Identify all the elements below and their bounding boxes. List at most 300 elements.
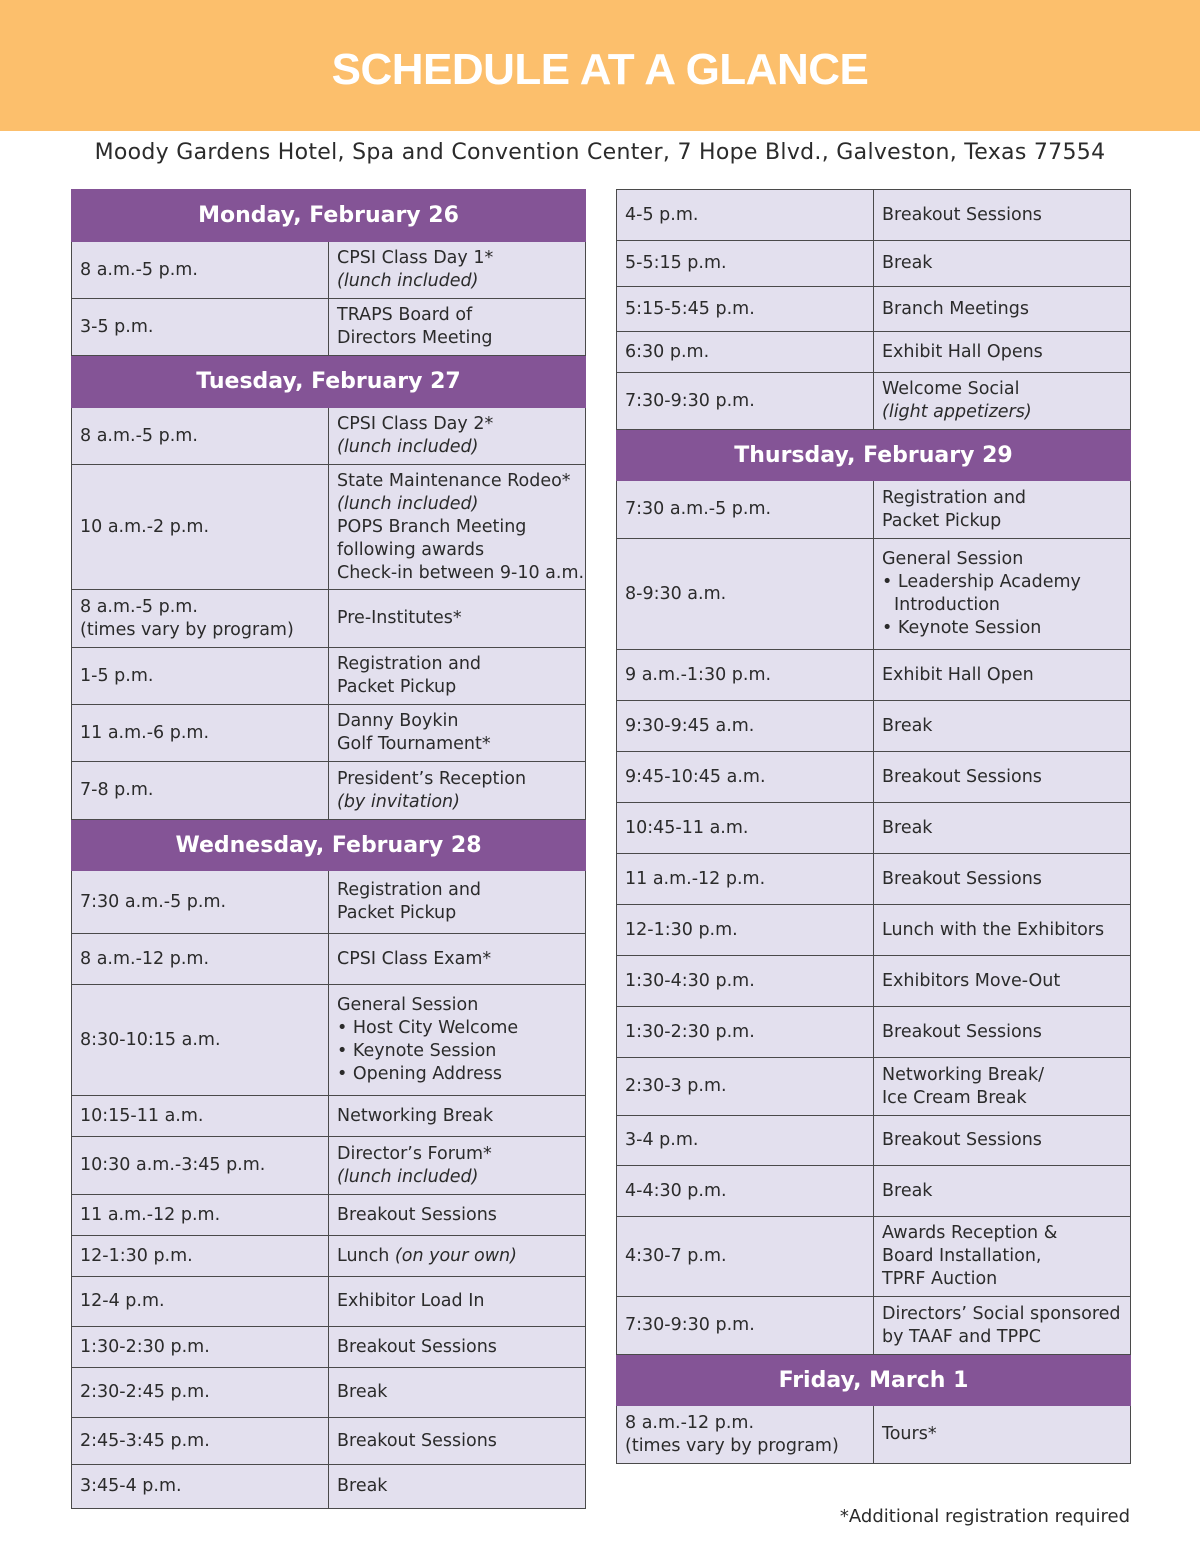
event-line — [882, 594, 1122, 617]
event-text: Networking Break/ — [882, 1064, 1045, 1085]
event-line — [337, 1245, 577, 1268]
time-cell — [617, 803, 874, 854]
time-line: 12-4 p.m. — [80, 1291, 165, 1311]
time-line: 8:30-10:15 a.m. — [80, 1029, 221, 1050]
time-cell — [617, 241, 874, 287]
event-text: TRAPS Board of — [337, 305, 473, 325]
time-line: 10 a.m.-2 p.m. — [80, 516, 210, 537]
event-cell — [874, 481, 1131, 539]
event-cell — [329, 299, 586, 356]
schedule-row — [617, 1406, 1131, 1464]
schedule-row — [617, 287, 1131, 332]
schedule-row — [617, 905, 1131, 956]
event-text: Breakout Sessions — [882, 1021, 1042, 1042]
event-cell — [874, 905, 1131, 956]
event-cell — [329, 590, 586, 648]
event-text: Exhibitors Move-Out — [882, 970, 1061, 991]
event-text: Break — [337, 1476, 388, 1496]
event-text: Networking Break — [337, 1105, 494, 1126]
event-cell — [874, 956, 1131, 1007]
event-line — [882, 817, 1122, 840]
time-cell — [617, 1166, 874, 1217]
event-line — [337, 994, 577, 1017]
event-text: • Host City Welcome — [337, 1018, 519, 1038]
event-cell — [329, 1137, 586, 1195]
time-line: 12-1:30 p.m. — [625, 919, 738, 940]
event-cell — [329, 465, 586, 590]
schedule-row — [72, 985, 586, 1096]
time-line: 8 a.m.-5 p.m. — [80, 596, 198, 617]
event-line — [337, 247, 577, 270]
event-cell — [874, 803, 1131, 854]
event-text: General Session — [337, 995, 479, 1015]
event-text: Packet Pickup — [337, 903, 457, 923]
time-line: 3:45-4 p.m. — [80, 1476, 182, 1496]
event-line — [337, 436, 577, 459]
event-line — [337, 327, 577, 350]
time-line: 8-9:30 a.m. — [625, 583, 727, 604]
day-header: Wednesday, February 28 — [72, 820, 586, 871]
event-cell — [874, 539, 1131, 650]
event-line — [882, 1087, 1122, 1110]
time-line: 10:45-11 a.m. — [625, 817, 749, 838]
schedule-row — [72, 648, 586, 705]
event-line — [882, 487, 1122, 510]
event-text: Awards Reception & — [882, 1223, 1058, 1243]
schedule-row — [617, 539, 1131, 650]
day-header-row — [72, 356, 586, 408]
event-cell — [329, 1465, 586, 1509]
time-line: 9:30-9:45 a.m. — [625, 715, 755, 736]
time-line: 12-1:30 p.m. — [80, 1245, 193, 1266]
schedule-table-left — [71, 189, 586, 1509]
schedule-column-right — [616, 189, 1131, 1464]
event-text: • Keynote Session — [337, 1041, 497, 1061]
event-cell — [329, 1236, 586, 1277]
day-header: Tuesday, February 27 — [72, 356, 586, 408]
event-cell — [874, 1166, 1131, 1217]
schedule-row — [72, 871, 586, 934]
day-header-row — [617, 1355, 1131, 1406]
time-cell — [617, 287, 874, 332]
time-line: 8 a.m.-12 p.m. — [625, 1412, 755, 1433]
event-text: TPRF Auction — [882, 1269, 998, 1289]
event-text: (light appetizers) — [882, 402, 1032, 422]
event-text: Breakout Sessions — [882, 1130, 1042, 1150]
time-cell — [617, 752, 874, 803]
event-line — [337, 653, 577, 676]
schedule-row — [617, 332, 1131, 373]
event-line — [882, 1268, 1122, 1291]
event-line — [882, 510, 1122, 533]
event-cell — [874, 287, 1131, 332]
time-line: 4-5 p.m. — [625, 204, 699, 225]
event-line — [337, 768, 577, 791]
time-cell — [72, 1327, 329, 1368]
time-cell — [72, 590, 329, 648]
event-text: Registration and — [337, 654, 482, 674]
event-line — [882, 617, 1122, 640]
event-text: Lunch with the Exhibitors — [882, 919, 1105, 940]
time-line: 1:30-2:30 p.m. — [625, 1021, 755, 1042]
time-cell — [617, 905, 874, 956]
event-text: Break — [882, 715, 933, 736]
time-line: 6:30 p.m. — [625, 341, 710, 362]
schedule-row — [617, 481, 1131, 539]
event-note: (on your own) — [394, 1245, 517, 1266]
day-header: Thursday, February 29 — [617, 430, 1131, 481]
time-line: 7:30-9:30 p.m. — [625, 1315, 755, 1335]
time-cell — [72, 1195, 329, 1236]
schedule-row — [617, 650, 1131, 701]
event-text: • Leadership Academy — [882, 572, 1081, 592]
event-cell — [874, 1217, 1131, 1297]
event-text: Pre-Institutes* — [337, 608, 462, 628]
schedule-row — [617, 752, 1131, 803]
event-line — [882, 868, 1122, 891]
event-line — [337, 948, 577, 971]
event-text: State Maintenance Rodeo* — [337, 470, 571, 491]
time-cell — [72, 1465, 329, 1509]
schedule-row — [617, 803, 1131, 854]
time-line: 10:30 a.m.-3:45 p.m. — [80, 1155, 266, 1175]
schedule-row — [617, 1297, 1131, 1355]
event-cell — [874, 650, 1131, 701]
event-text: Ice Cream Break — [882, 1087, 1027, 1108]
time-line: 5:15-5:45 p.m. — [625, 298, 755, 319]
schedule-row — [72, 1137, 586, 1195]
event-line — [882, 715, 1122, 738]
event-text: Golf Tournament* — [337, 734, 491, 754]
event-text: Directors’ Social sponsored — [882, 1303, 1121, 1324]
time-line: 3-5 p.m. — [80, 316, 154, 337]
schedule-row — [617, 1058, 1131, 1116]
time-cell — [617, 481, 874, 539]
event-text: Packet Pickup — [337, 677, 457, 697]
event-line — [882, 1222, 1122, 1245]
time-line: 9:45-10:45 a.m. — [625, 766, 766, 787]
schedule-row — [617, 1217, 1131, 1297]
event-line — [882, 548, 1122, 571]
time-cell — [72, 1137, 329, 1195]
time-cell — [72, 934, 329, 985]
event-text: (lunch included) — [337, 1166, 479, 1187]
event-line — [337, 270, 577, 293]
day-header-row — [72, 820, 586, 871]
day-header: Monday, February 26 — [72, 190, 586, 242]
event-cell — [329, 408, 586, 465]
day-header: Friday, March 1 — [617, 1355, 1131, 1406]
event-cell — [329, 705, 586, 762]
time-cell — [617, 1406, 874, 1464]
time-line: (times vary by program) — [625, 1435, 839, 1456]
event-line — [882, 766, 1122, 789]
time-cell — [72, 299, 329, 356]
time-cell — [72, 1418, 329, 1465]
event-line — [337, 304, 577, 327]
event-line — [337, 1290, 577, 1313]
event-text: Break — [882, 817, 933, 838]
event-text: POPS Branch Meeting — [337, 516, 527, 537]
event-text: Break — [337, 1382, 388, 1402]
event-line — [882, 401, 1122, 424]
schedule-column-left — [71, 189, 586, 1509]
event-line — [337, 902, 577, 925]
event-cell — [874, 1297, 1131, 1355]
event-line — [882, 919, 1122, 942]
time-cell — [617, 701, 874, 752]
schedule-row — [617, 956, 1131, 1007]
event-cell — [329, 871, 586, 934]
time-line: 2:45-3:45 p.m. — [80, 1430, 210, 1451]
event-line — [882, 378, 1122, 401]
event-line — [882, 1021, 1122, 1044]
event-text: Tours* — [882, 1424, 937, 1444]
schedule-row — [72, 1236, 586, 1277]
header-banner — [0, 0, 1200, 131]
schedule-row — [617, 854, 1131, 905]
time-cell — [72, 985, 329, 1096]
event-text: Director’s Forum* — [337, 1143, 492, 1164]
event-text: Board Installation, — [882, 1246, 1042, 1266]
event-line — [882, 1303, 1122, 1326]
schedule-row — [72, 1418, 586, 1465]
time-cell — [72, 1277, 329, 1327]
event-text: (lunch included) — [337, 493, 479, 514]
event-text: (lunch included) — [337, 437, 479, 457]
event-line — [337, 1063, 577, 1086]
event-text: Welcome Social — [882, 379, 1020, 399]
time-line: 7:30 a.m.-5 p.m. — [625, 499, 772, 519]
event-cell — [874, 332, 1131, 373]
event-text: Exhibitor Load In — [337, 1291, 485, 1311]
event-line — [337, 733, 577, 756]
event-text: CPSI Class Exam* — [337, 948, 492, 969]
event-text: (by invitation) — [337, 791, 460, 812]
event-cell — [874, 1058, 1131, 1116]
schedule-row — [72, 242, 586, 299]
event-cell — [874, 373, 1131, 430]
event-text: Registration and — [337, 880, 482, 900]
time-line: 3-4 p.m. — [625, 1130, 699, 1150]
event-text: Packet Pickup — [882, 510, 1002, 531]
time-cell — [617, 1058, 874, 1116]
time-cell — [617, 332, 874, 373]
time-cell — [617, 854, 874, 905]
time-line: 11 a.m.-6 p.m. — [80, 722, 210, 743]
event-cell — [329, 242, 586, 299]
event-line — [337, 1475, 577, 1498]
time-cell — [617, 373, 874, 430]
event-cell — [329, 985, 586, 1096]
time-line: 10:15-11 a.m. — [80, 1105, 204, 1126]
event-cell — [874, 701, 1131, 752]
event-text: Break — [882, 253, 933, 273]
event-text: (lunch included) — [337, 271, 479, 291]
schedule-row — [72, 705, 586, 762]
event-line — [882, 1423, 1122, 1446]
event-text: Breakout Sessions — [882, 766, 1042, 787]
schedule-row — [617, 373, 1131, 430]
event-text: Break — [882, 1180, 933, 1201]
event-cell — [329, 1096, 586, 1137]
event-text: Exhibit Hall Opens — [882, 341, 1043, 362]
time-cell — [72, 242, 329, 299]
time-line: 1-5 p.m. — [80, 665, 154, 686]
day-header-row — [72, 190, 586, 242]
event-text: Lunch — [337, 1245, 395, 1266]
time-line: 8 a.m.-5 p.m. — [80, 259, 198, 280]
event-line — [337, 1040, 577, 1063]
event-text: Breakout Sessions — [882, 204, 1042, 225]
event-line — [337, 607, 577, 630]
event-line — [337, 539, 577, 562]
time-cell — [617, 1116, 874, 1166]
event-text: General Session — [882, 549, 1024, 569]
time-cell — [72, 1368, 329, 1418]
event-line — [337, 1105, 577, 1128]
event-line — [337, 562, 585, 585]
event-line — [337, 710, 577, 733]
time-cell — [72, 408, 329, 465]
event-line — [882, 1129, 1122, 1152]
event-text: by TAAF and TPPC — [882, 1326, 1041, 1347]
event-cell — [329, 648, 586, 705]
schedule-row — [72, 1277, 586, 1327]
footnote: *Additional registration required — [839, 1506, 1130, 1527]
venue-address: Moody Gardens Hotel, Spa and Convention Center, 7 Hope Blvd., Galveston, Texas 77554 — [94, 140, 1106, 165]
page-title: SCHEDULE AT A GLANCE — [331, 44, 869, 94]
event-cell — [874, 241, 1131, 287]
event-cell — [329, 762, 586, 820]
event-line — [337, 413, 577, 436]
time-line: 7:30-9:30 p.m. — [625, 390, 755, 411]
event-line — [882, 341, 1122, 364]
event-cell — [874, 1406, 1131, 1464]
schedule-row — [72, 1368, 586, 1418]
event-line — [882, 1326, 1122, 1349]
event-text: Exhibit Hall Open — [882, 664, 1034, 685]
time-line: 4:30-7 p.m. — [625, 1246, 727, 1266]
time-line: 7-8 p.m. — [80, 780, 154, 800]
event-line — [882, 664, 1122, 687]
time-line: 11 a.m.-12 p.m. — [80, 1204, 221, 1225]
schedule-row — [617, 241, 1131, 287]
event-text: Registration and — [882, 487, 1027, 508]
event-text: Directors Meeting — [337, 328, 493, 348]
event-line — [337, 791, 577, 814]
time-cell — [72, 648, 329, 705]
schedule-row — [72, 408, 586, 465]
event-text: Danny Boykin — [337, 711, 459, 731]
time-cell — [72, 705, 329, 762]
time-line: 5-5:15 p.m. — [625, 253, 727, 273]
event-cell — [874, 752, 1131, 803]
event-cell — [329, 1195, 586, 1236]
event-line — [337, 1017, 577, 1040]
event-cell — [329, 1418, 586, 1465]
time-line: 1:30-4:30 p.m. — [625, 970, 755, 991]
event-line — [882, 204, 1122, 227]
event-line — [882, 1064, 1122, 1087]
event-line — [337, 516, 577, 539]
time-cell — [617, 956, 874, 1007]
time-cell — [72, 1236, 329, 1277]
schedule-row — [617, 1007, 1131, 1058]
event-text: Breakout Sessions — [337, 1204, 497, 1225]
event-cell — [329, 1327, 586, 1368]
schedule-row — [72, 1327, 586, 1368]
event-text: Branch Meetings — [882, 298, 1029, 319]
schedule-row — [72, 299, 586, 356]
event-line — [337, 1204, 577, 1227]
time-line: 11 a.m.-12 p.m. — [625, 868, 766, 889]
schedule-row — [72, 590, 586, 648]
event-text: Breakout Sessions — [882, 868, 1042, 889]
time-line: 1:30-2:30 p.m. — [80, 1336, 210, 1357]
event-cell — [329, 1368, 586, 1418]
time-cell — [617, 190, 874, 241]
event-line — [337, 1336, 577, 1359]
event-cell — [874, 1007, 1131, 1058]
event-line — [337, 676, 577, 699]
event-line — [882, 1245, 1122, 1268]
event-text: President’s Reception — [337, 768, 527, 789]
time-cell — [617, 1217, 874, 1297]
event-line — [337, 1381, 577, 1404]
time-line: 2:30-3 p.m. — [625, 1076, 727, 1096]
time-cell — [617, 539, 874, 650]
time-cell — [617, 1007, 874, 1058]
event-line — [882, 298, 1122, 321]
event-cell — [874, 190, 1131, 241]
time-line: 8 a.m.-12 p.m. — [80, 948, 210, 969]
event-line — [882, 252, 1122, 275]
event-line — [337, 1166, 577, 1189]
time-cell — [72, 465, 329, 590]
schedule-row — [72, 1465, 586, 1509]
time-line: 2:30-2:45 p.m. — [80, 1382, 210, 1402]
event-text: CPSI Class Day 1* — [337, 248, 494, 268]
event-line — [337, 493, 577, 516]
event-line — [882, 970, 1122, 993]
event-text: Check-in between 9-10 a.m. — [337, 562, 585, 583]
event-line — [337, 879, 577, 902]
schedule-row — [72, 1096, 586, 1137]
schedule-row — [617, 1166, 1131, 1217]
event-line — [337, 1430, 577, 1453]
time-cell — [617, 1297, 874, 1355]
time-cell — [72, 1096, 329, 1137]
time-cell — [72, 762, 329, 820]
time-line: 8 a.m.-5 p.m. — [80, 425, 198, 446]
event-text: CPSI Class Day 2* — [337, 414, 494, 434]
event-line — [337, 470, 577, 493]
event-cell — [874, 1116, 1131, 1166]
event-text: Breakout Sessions — [337, 1430, 497, 1451]
event-line — [337, 1143, 577, 1166]
event-text: following awards — [337, 539, 485, 560]
time-line: 9 a.m.-1:30 p.m. — [625, 664, 772, 685]
event-line — [882, 1180, 1122, 1203]
event-cell — [329, 1277, 586, 1327]
event-text: • Opening Address — [337, 1064, 502, 1084]
schedule-row — [72, 1195, 586, 1236]
schedule-row — [72, 465, 586, 590]
event-cell — [874, 854, 1131, 905]
schedule-row — [617, 701, 1131, 752]
event-line — [882, 571, 1122, 594]
